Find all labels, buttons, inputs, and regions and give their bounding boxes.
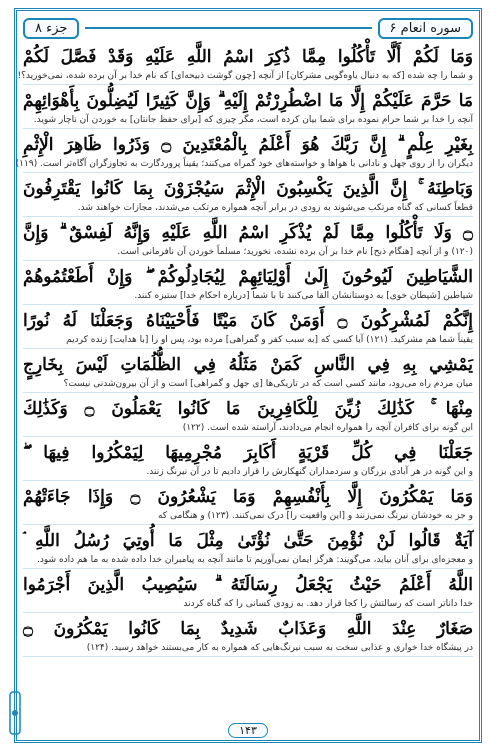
ayah-line: ۝ وَلَا تَأْكُلُوا مِمَّا لَمْ يُذْكَرِ اسْمُ اللَّهِ عَلَيْهِ وَإِنَّهُ لَفِسْقٌ ۗ وَإِنَّ [23, 223, 473, 243]
ayah-line: الشَّيَاطِينَ لَيُوحُونَ إِلَىٰ أَوْلِيَائِهِمْ لِيُجَادِلُوكُمْ ۖ وَإِنْ أَطَعْتُمُوهُمْ [23, 267, 473, 287]
juz-label: جزء ۸ [23, 18, 79, 39]
ayah-line: وَمَا لَكُمْ أَلَّا تَأْكُلُوا مِمَّا ذُكِرَ اسْمُ اللَّهِ عَلَيْهِ وَقَدْ فَصَّلَ لَكُمْ [23, 47, 473, 67]
ayah-line: مِنْهَا ۚ كَذَٰلِكَ زُيِّنَ لِلْكَافِرِينَ مَا كَانُوا يَعْمَلُونَ ۝ وَكَذَٰلِكَ [23, 399, 473, 419]
translation-line: و این گونه در هر آبادی بزرگان و سردمداران گنهکارش را قرار دادیم تا در آن نیرنگ زنند. [23, 465, 473, 481]
page-header [23, 15, 473, 41]
translation-line: شیاطین [شیطان خوی] به دوستانشان القا می‌کنند تا با شما [درباره احکام خدا] ستیزه کنند. [23, 289, 473, 305]
header-divider [85, 27, 371, 29]
ornament-icon [8, 690, 22, 736]
page-frame [14, 8, 482, 743]
ayah-line: اللَّهُ أَعْلَمُ حَيْثُ يَجْعَلُ رِسَالَتَهُ ۗ سَيُصِيبُ الَّذِينَ أَجْرَمُوا [23, 575, 473, 595]
ayah-line: جَعَلْنَا فِي كُلِّ قَرْيَةٍ أَكَابِرَ مُجْرِمِيهَا لِيَمْكُرُوا فِيهَا ۖ [23, 443, 473, 463]
quran-text-block [15, 45, 473, 718]
ayah-line: وَمَا يَمْكُرُونَ إِلَّا بِأَنْفُسِهِمْ وَمَا يَشْعُرُونَ ۝ وَإِذَا جَاءَتْهُمْ [23, 487, 473, 507]
translation-line: یقیناً شما هم مشرکید. (۱۲۱) آیا کسی که [به سبب کفر و گمراهی] مرده بود، پس او را [با هدایت] زنده کردیم [23, 333, 473, 349]
translation-line: دیگران را از روی جهل و نادانی با هواها و خواسته‌های خود گمراه می‌کنند؛ یقیناً پروردگارت به تجاوزگران آگاه‌تر است. (۱۱۹) [23, 157, 473, 173]
translation-line: خدا داناتر است که رسالتش را کجا قرار دهد. به زودی کسانی را که گناه کردند [23, 597, 473, 613]
page-number: ۱۴۳ [228, 723, 268, 738]
translation-line: آنچه را خدا بر شما حرام نموده برای شما بیان کرده است، مگر چیزی که [برای حفظ جانتان] به خوردن آن ناچار شوید. [23, 113, 473, 129]
page-footer [17, 722, 479, 738]
ayah-line: وَبَاطِنَهُ ۚ إِنَّ الَّذِينَ يَكْسِبُونَ الْإِثْمَ سَيُجْزَوْنَ بِمَا كَانُوا يَقْتَرِفُونَ [23, 179, 473, 199]
translation-line: و معجزه‌ای برای آنان بیاید، می‌گویند: هرگز ایمان نمی‌آوریم تا مانند آنچه به پیامبران خدا داده شده به ما هم داده شود. [23, 553, 473, 569]
ayah-line: يَمْشِي بِهِ فِي النَّاسِ كَمَنْ مَثَلُهُ فِي الظُّلُمَاتِ لَيْسَ بِخَارِجٍ [23, 355, 473, 375]
ayah-line: صَغَارٌ عِنْدَ اللَّهِ وَعَذَابٌ شَدِيدٌ بِمَا كَانُوا يَمْكُرُونَ ۝ [23, 619, 473, 639]
translation-line: این گونه برای کافران آنچه را همواره انجام می‌دادند، آراسته شده است. (۱۲۲) [23, 421, 473, 437]
translation-line: و جز به خودشان نیرنگ نمی‌زنند و [این واقعیت را] درک نمی‌کنند. (۱۲۳) و هنگامی که [23, 509, 473, 525]
ayah-line: بِغَيْرِ عِلْمٍ ۗ إِنَّ رَبَّكَ هُوَ أَعْلَمُ بِالْمُعْتَدِينَ ۝ وَذَرُوا ظَاهِرَ الْإِثْمِ [23, 135, 473, 155]
translation-line: قطعاً کسانی که گناه مرتکب می‌شوند به زودی در برابر آنچه همواره مرتکب می‌شدند، مجازات خواهند شد. [23, 201, 473, 217]
ayah-line: إِنَّكُمْ لَمُشْرِكُونَ ۝ أَوَمَنْ كَانَ مَيْتًا فَأَحْيَيْنَاهُ وَجَعَلْنَا لَهُ نُورًا [23, 311, 473, 331]
surah-label: سوره انعام ۶ [378, 18, 473, 39]
translation-line: میان مردم راه می‌رود، مانند کسی است که در تاریکی‌ها [ی جهل و گمراهی] است و از آن بیرون‌شدنی نیست؟ [23, 377, 473, 393]
translation-line: و شما را چه شده [که به دنبال یاوه‌گویی مشرکان] از آنچه [چون گوشت ذبیحه‌ای] که نام خدا بر آن برده شده، نمی‌خورید؟! [23, 69, 473, 85]
ayah-line: مَا حَرَّمَ عَلَيْكُمْ إِلَّا مَا اضْطُرِرْتُمْ إِلَيْهِ ۗ وَإِنَّ كَثِيرًا لَيُضِلُّونَ بِأَهْوَائِهِمْ [23, 91, 473, 111]
translation-line: در پیشگاه خدا خواری و عذابی سخت به سبب نیرنگ‌هایی که همواره به کار می‌بستند خواهد رسید. (۱۲۴) [23, 641, 473, 657]
translation-line: (۱۲۰) و از آنچه [هنگام ذبح] نام خدا بر آن برده نشده، نخورید؛ مسلماً خوردن آن نافرمانی است. [23, 245, 473, 261]
ayah-line: آيَةٌ قَالُوا لَنْ نُؤْمِنَ حَتَّىٰ نُؤْتَىٰ مِثْلَ مَا أُوتِيَ رُسُلُ اللَّهِ ۘ [23, 531, 473, 551]
